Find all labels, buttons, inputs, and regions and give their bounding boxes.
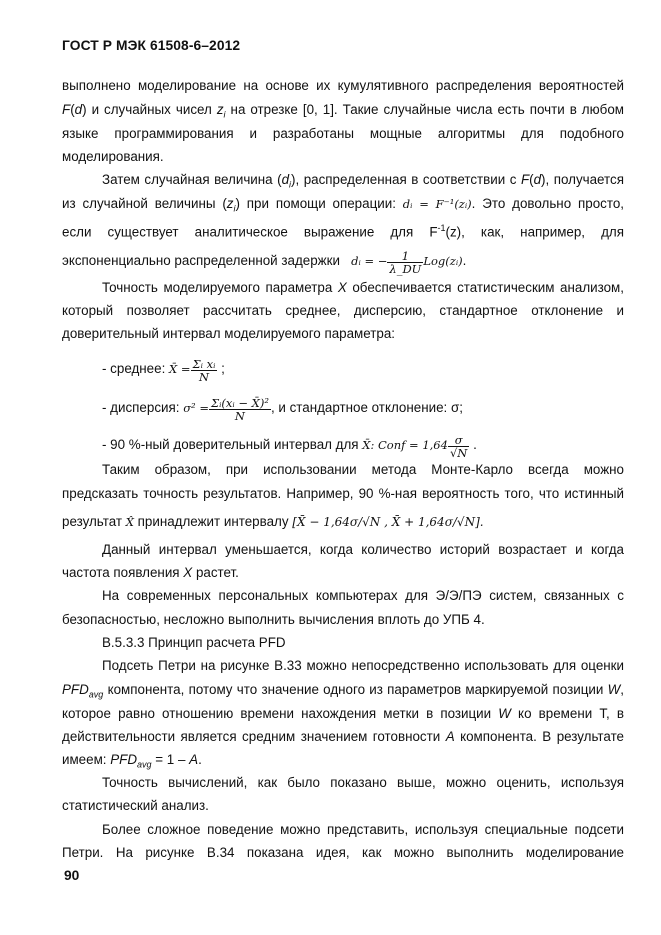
text-line: доверительный интервал моделируемого параметра: bbox=[62, 326, 396, 341]
text-line: частота появления X растет. bbox=[62, 565, 239, 580]
text-line: статистический анализ. bbox=[62, 798, 209, 813]
bullet-mean: - среднее: X̄ = $\frac{\text{Σᵢ xᵢ}}{N}$ ; bbox=[102, 356, 225, 384]
text-line: из случайной величины $(z_i)$ при помощи операции: dᵢ = F⁻¹(zᵢ). Это довольно просто, bbox=[62, 196, 624, 214]
text-line: $PFD_{avg}$ компонента, потому что значение одного из параметров маркируемой позиции W, bbox=[62, 682, 624, 700]
text-line: выполнено моделирование на основе их кумулятивного распределения вероятностей bbox=[62, 78, 624, 93]
text-line: языке программирования и разработаны мощные алгоритмы для подобного bbox=[62, 126, 624, 141]
formula-variance: σ² = $\frac{\text{Σᵢ(xᵢ − X̄)²}}{N}$ bbox=[183, 395, 269, 423]
text-line: действительности является средним значением готовности A компонента. В результате bbox=[62, 729, 624, 744]
text-line: который позволяет рассчитать среднее, дисперсию, стандартное отклонение и bbox=[62, 303, 624, 318]
formula-inverse-cdf: dᵢ = F⁻¹(zᵢ) bbox=[402, 197, 472, 211]
formula-exponential: dᵢ = − $\frac{1}{\lambda\_DU}$ Log(zᵢ) bbox=[351, 248, 463, 276]
text-line: предсказать точность результатов. Например, 90 %-ная вероятность того, что истинный bbox=[62, 486, 624, 501]
formula-interval: [X̄ − 1,64σ/√N , X̄ + 1,64σ/√N]. bbox=[292, 515, 484, 529]
text-line: Точность моделируемого параметра X обеспечивается статистическим анализом, bbox=[102, 280, 624, 295]
page-number: 90 bbox=[64, 868, 80, 883]
text-line: если существует аналитическое выражение для $F^{-1}(z)$, как, например, для bbox=[62, 223, 624, 240]
bullet-confidence: - 90 %-ный доверительный интервал для X̄: Conf = 1,64 $\frac{\sigma}{√N}$ . bbox=[102, 432, 477, 460]
text-line: которое равно отношению времени нахождения метки в позиции W ко времени T, в bbox=[62, 706, 624, 721]
text-line: Подсеть Петри на рисунке В.33 можно непосредственно использовать для оценки bbox=[102, 658, 624, 673]
text-line: Данный интервал уменьшается, когда количество историй возрастает и когда bbox=[102, 542, 624, 557]
text-line: моделирования. bbox=[62, 149, 164, 164]
text-line: Затем случайная величина $(d_i)$, распределенная в соответствии с F(d), получается bbox=[102, 172, 624, 190]
text-line: Таким образом, при использовании метода Монте-Карло всегда можно bbox=[102, 462, 624, 477]
text-line: Петри. На рисунке В.34 показана идея, как можно выполнить моделирование bbox=[62, 845, 624, 860]
text-line: имеем: $PFD_{avg} = 1 - A$. bbox=[62, 752, 202, 770]
text-line: Более сложное поведение можно представить, используя специальные подсети bbox=[102, 822, 624, 837]
text-line: Точность вычислений, как было показано выше, можно оценить, используя bbox=[102, 775, 624, 790]
text-line: экспоненциально распределенной задержки dᵢ = − $\frac{1}{\lambda\_DU}$ Log(zᵢ). bbox=[62, 248, 467, 276]
bullet-variance: - дисперсия: σ² = $\frac{\text{Σᵢ(xᵢ − X̄)²}}{N}$ , и стандартное отклонение: σ; bbox=[102, 395, 463, 423]
formula-confidence: X̄: Conf = 1,64 $\frac{\sigma}{√N}$ bbox=[362, 432, 468, 460]
document-header: ГОСТ Р МЭК 61508-6–2012 bbox=[62, 38, 241, 53]
section-heading: В.5.3.3 Принцип расчета PFD bbox=[102, 635, 286, 650]
text-line: F(d) и случайных чисел $z_i$ на отрезке [0, 1]. Такие случайные числа есть почти в любом bbox=[62, 102, 624, 120]
formula-mean: X̄ = $\frac{\text{Σᵢ xᵢ}}{N}$ bbox=[169, 356, 216, 384]
text-line: На современных персональных компьютерах для Э/Э/ПЭ систем, связанных с bbox=[102, 588, 624, 603]
text-line: результат X̂ принадлежит интервалу [X̄ − 1,64σ/√N , X̄ + 1,64σ/√N]. bbox=[62, 514, 484, 529]
text-line: безопасностью, несложно выполнить вычисления вплоть до УПБ 4. bbox=[62, 612, 485, 627]
